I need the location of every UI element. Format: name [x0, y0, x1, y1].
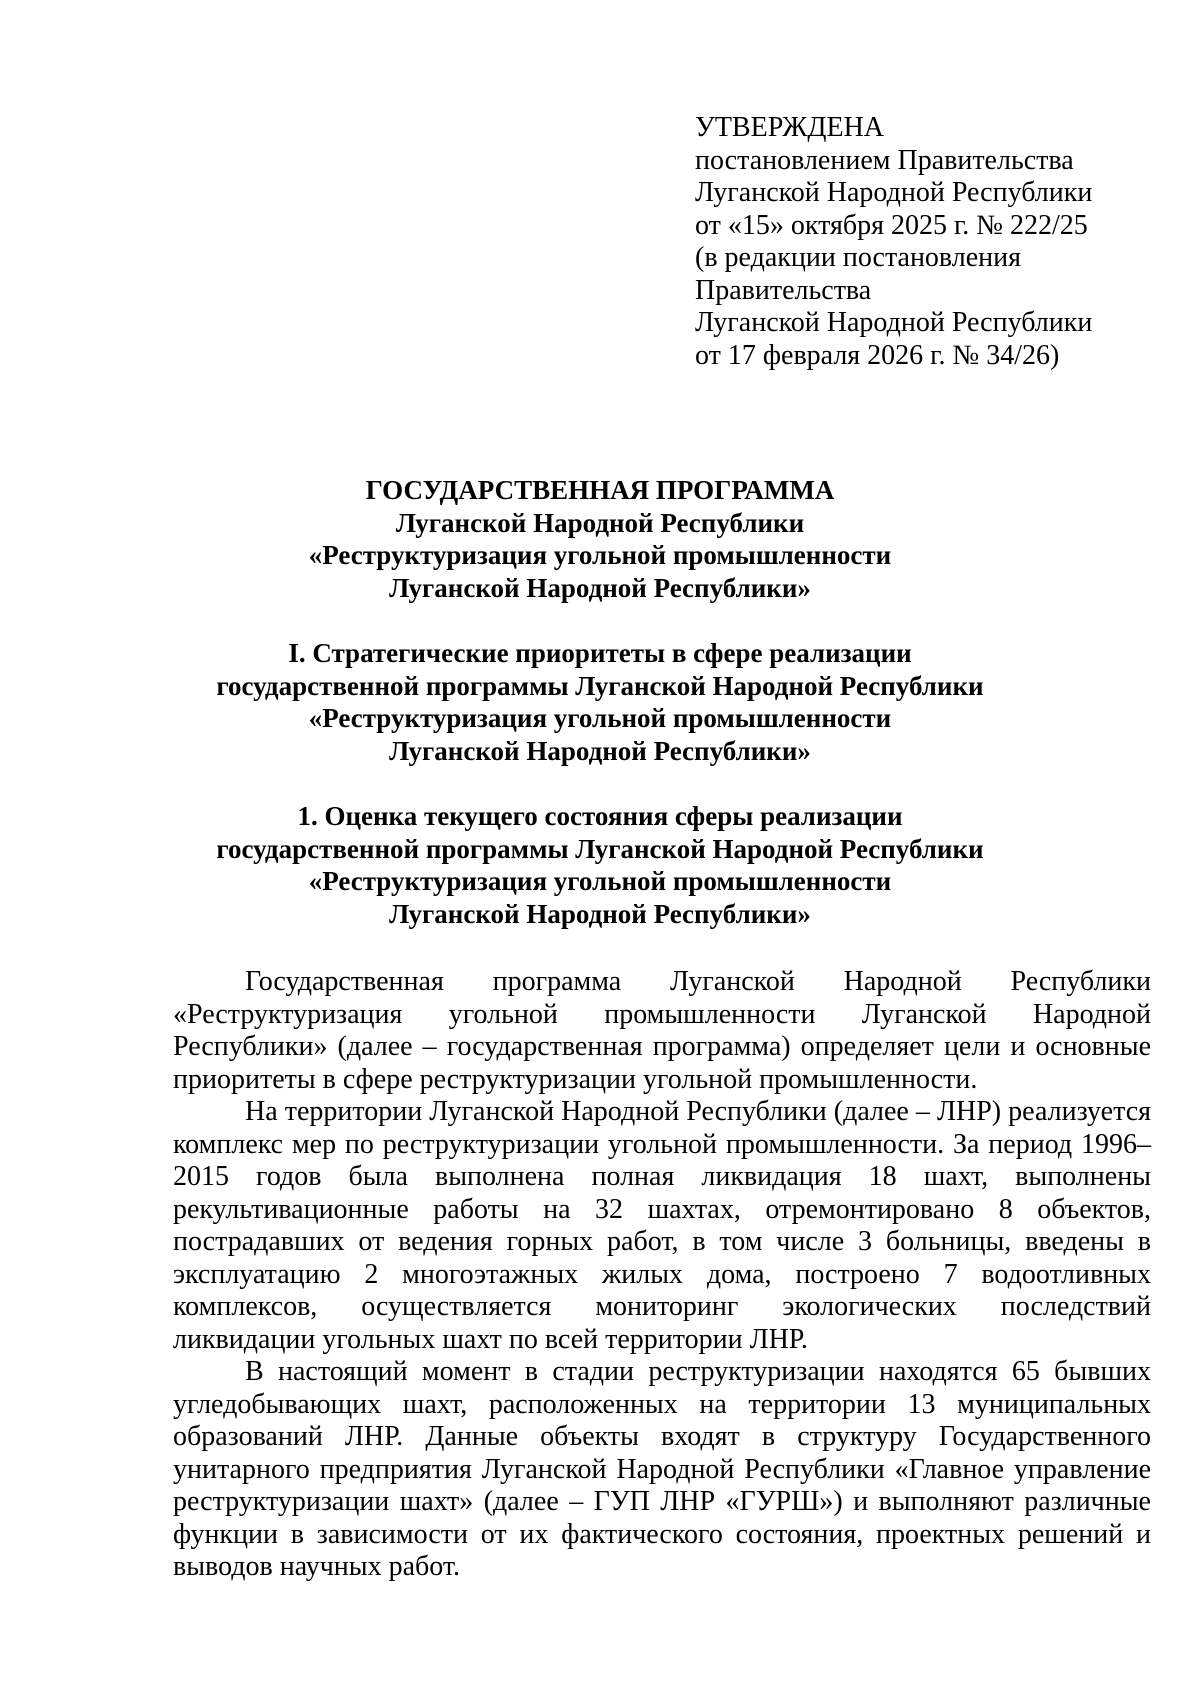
document-title [0, 474, 1200, 604]
approval-stamp [695, 112, 1092, 372]
paragraph: В настоящий момент в стадии реструктуризации находятся 65 бывших угледобывающих шахт, расположенных на территории 13 муниципальных образований ЛНР. Данные объекты входят в структуру Государственного унитарного предприятия Луганской Народной Республики «Главное управление реструктуризации шахт» (далее – ГУП ЛНР «ГУРШ») и выполняют различные функции в зависимости от их фактического состояния, проектных решений и выводов научных работ. [173, 1356, 1151, 1582]
title-line: Луганской Народной Республики» [389, 572, 811, 603]
approval-line: от «15» октября 2025 г. № 222/25 [695, 209, 1088, 241]
subsection-heading-line: 1. Оценка текущего состояния сферы реализации [297, 801, 903, 831]
approval-line: Правительства [695, 274, 872, 306]
title-line: ГОСУДАРСТВЕННАЯ ПРОГРАММА [365, 475, 835, 505]
subsection-heading [0, 800, 1200, 930]
section-heading-line: I. Стратегические приоритеты в сфере реализации [288, 638, 912, 668]
approval-line: от 17 февраля 2026 г. № 34/26) [695, 339, 1060, 371]
title-line: Луганской Народной Республики [395, 507, 805, 538]
body-text [173, 966, 1151, 1584]
subsection-heading-line: государственной программы Луганской Народной Республики [216, 833, 984, 864]
section-heading-line: «Реструктуризация угольной промышленности [308, 703, 892, 733]
section-heading-line: государственной программы Луганской Народной Республики [216, 670, 984, 701]
subsection-heading-line: Луганской Народной Республики» [389, 898, 811, 929]
paragraph: Государственная программа Луганской Народной Республики «Реструктуризация угольной промышленности Луганской Народной Республики» (далее – государственная программа) определяет цели и основные приоритеты в сфере реструктуризации угольной промышленности. [173, 966, 1151, 1095]
approval-line: Луганской Народной Республики [695, 307, 1093, 338]
approval-line: (в редакции постановления [695, 242, 1022, 273]
approval-line: постановлением Правительства [695, 144, 1074, 176]
title-line: «Реструктуризация угольной промышленности [308, 540, 892, 570]
section-heading-line: Луганской Народной Республики» [389, 735, 811, 766]
subsection-heading-line: «Реструктуризация угольной промышленности [308, 866, 892, 896]
approval-line: УТВЕРЖДЕНА [695, 112, 885, 143]
approval-line: Луганской Народной Республики [695, 177, 1093, 208]
paragraph: На территории Луганской Народной Республики (далее – ЛНР) реализуется комплекс мер по реструктуризации угольной промышленности. За период 1996–2015 годов была выполнена полная ликвидация 18 шахт, выполнены рекультивационные работы на 32 шахтах, отремонтировано 8 объектов, пострадавших от ведения горных работ, в том числе 3 больницы, введены в эксплуатацию 2 многоэтажных жилых дома, построено 7 водоотливных комплексов, осуществляется мониторинг экологических последствий ликвидации угольных шахт по всей территории ЛНР. [173, 1096, 1151, 1355]
section-heading [0, 637, 1200, 767]
